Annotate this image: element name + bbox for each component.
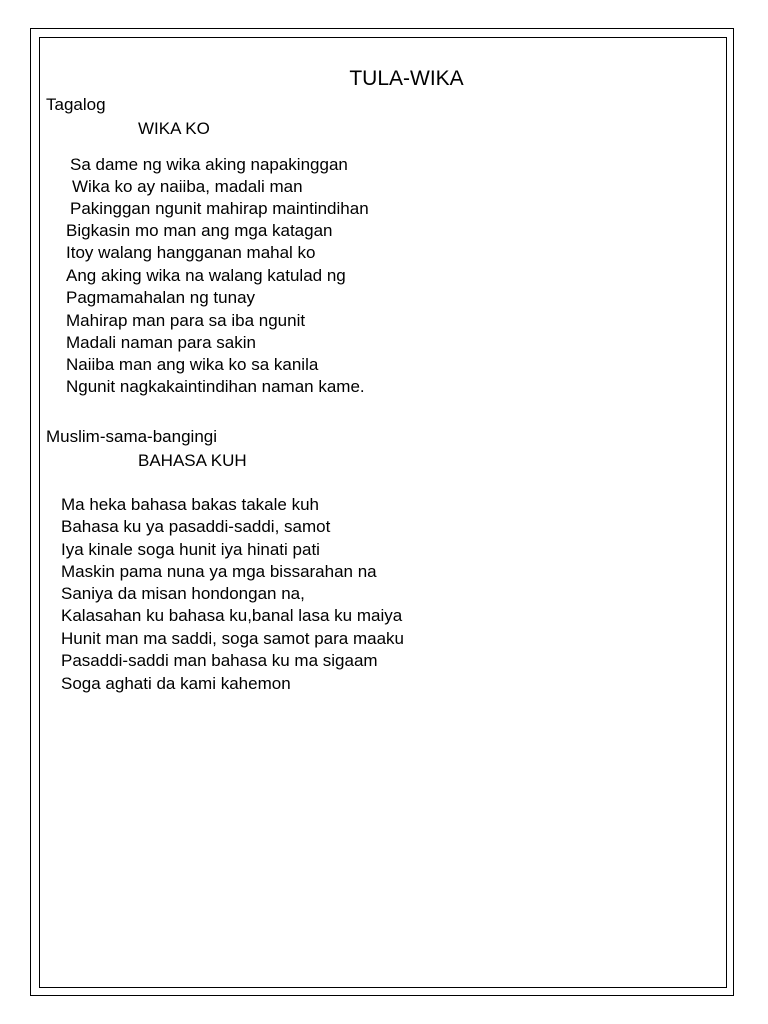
poem-line: Wika ko ay naiiba, madali man: [72, 177, 303, 196]
section-language-sama-bangingi: Muslim-sama-bangingi: [46, 427, 218, 446]
poem-line: Pagmamahalan ng tunay: [66, 288, 256, 307]
poem-line: Hunit man ma saddi, soga samot para maaku: [61, 629, 405, 648]
poem-line: Saniya da misan hondongan na,: [61, 584, 305, 603]
poem-line: Naiiba man ang wika ko sa kanila: [66, 355, 319, 374]
poem-line: Itoy walang hangganan mahal ko: [66, 243, 316, 262]
poem-line: Pakinggan ngunit mahirap maintindihan: [70, 199, 369, 218]
poem-line: Maskin pama nuna ya mga bissarahan na: [61, 562, 377, 581]
poem-line: Ma heka bahasa bakas takale kuh: [61, 495, 320, 514]
poem-line: Iya kinale soga hunit iya hinati pati: [61, 540, 320, 559]
poem-line: Mahirap man para sa iba ngunit: [66, 311, 306, 330]
poem-line: Bahasa ku ya pasaddi-saddi, samot: [61, 517, 331, 536]
document-title: TULA-WIKA: [349, 67, 464, 90]
poem-line: Pasaddi-saddi man bahasa ku ma sigaam: [61, 651, 378, 670]
poem-title-bahasa-kuh: BAHASA KUH: [138, 451, 247, 470]
poem-line: Ngunit nagkakaintindihan naman kame.: [66, 377, 365, 396]
section-language-tagalog: Tagalog: [46, 95, 106, 114]
poem-line: Sa dame ng wika aking napakinggan: [70, 155, 348, 174]
poem-line: Soga aghati da kami kahemon: [61, 674, 291, 693]
poem-title-wika-ko: WIKA KO: [138, 119, 210, 138]
poem-line: Madali naman para sakin: [66, 333, 256, 352]
poem-line: Kalasahan ku bahasa ku,banal lasa ku maiya: [61, 606, 403, 625]
poem-line: Ang aking wika na walang katulad ng: [66, 266, 346, 285]
poem-line: Bigkasin mo man ang mga katagan: [66, 221, 333, 240]
